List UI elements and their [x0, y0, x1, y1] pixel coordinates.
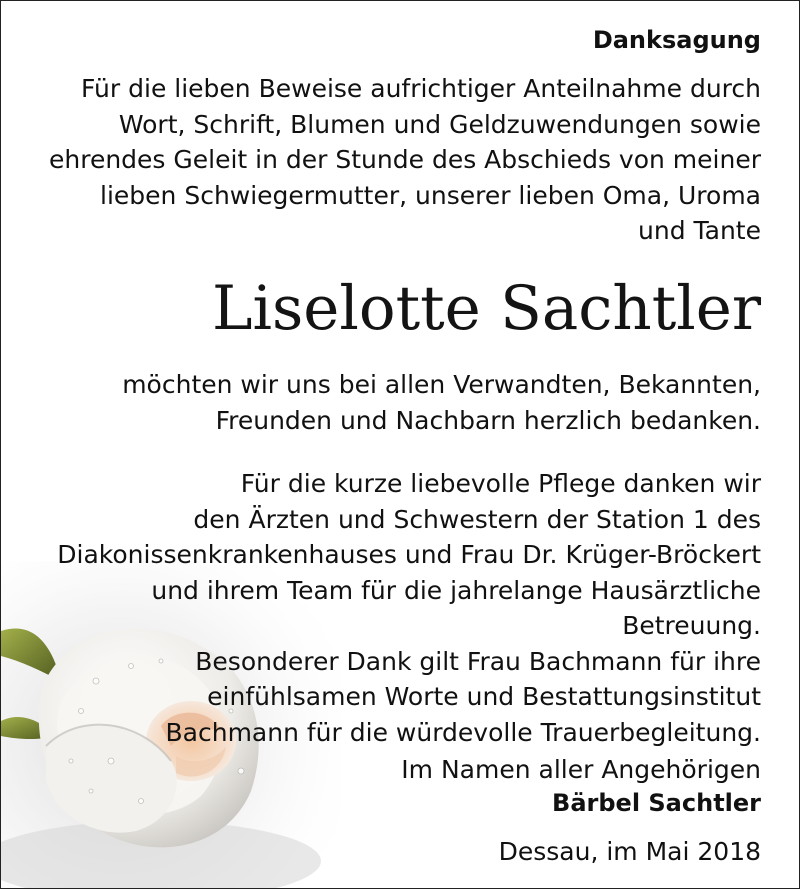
thanks-paragraph-intro: Für die lieben Beweise aufrichtiger Anteilnahme durch Wort, Schrift, Blumen und Geldzuwendungen sowie ehrendes Geleit in der Stunde des Abschieds von meiner lieben Schwiegermutter, unserer lieben Oma, Uroma und Tante [49, 74, 761, 245]
notice-heading: Danksagung [592, 26, 761, 54]
thanks-paragraph-care: Für die kurze liebevolle Pflege danken wir den Ärzten und Schwestern der Station 1 des Diakonissenkrankenhauses und Frau Dr. Krüger-Bröckert und ihrem Team für die jahrelange Hausärztliche Betreuung. Besonderer Dank gilt Frau Bachmann für ihre einfühlsamen Worte und Bestattungsinstitut Bachmann für die würdevolle Trauerbegleitung. [57, 469, 761, 747]
signature-name: Bärbel Sachtler [552, 789, 761, 817]
signature-line: Im Namen aller Angehörigen [401, 755, 761, 784]
thanks-paragraph-relatives: möchten wir uns bei allen Verwandten, Bekannten, Freunden und Nachbarn herzlich bedanken. [122, 370, 761, 435]
deceased-name: Liselotte Sachtler [211, 273, 761, 344]
place-date: Dessau, im Mai 2018 [498, 837, 761, 866]
